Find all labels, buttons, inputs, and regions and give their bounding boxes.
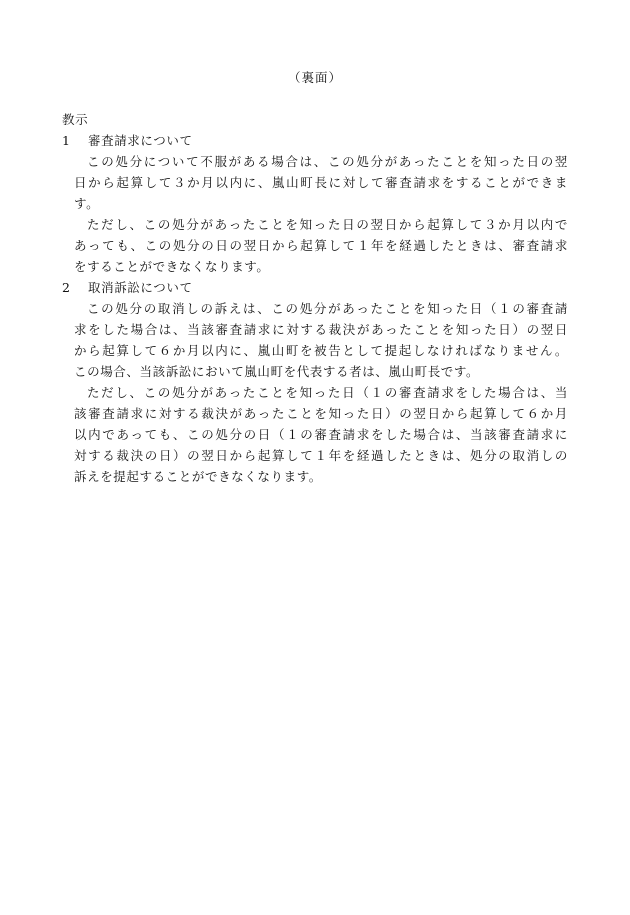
section-2-heading xyxy=(62,277,568,298)
section-title: 審査請求について xyxy=(88,133,193,148)
section-2-paragraph-1 xyxy=(62,298,568,382)
text-line: 対する裁決の日）の翌日から起算して１年を経過したときは、処分の取消しの xyxy=(74,448,568,463)
text-line: ただし、この処分があったことを知った日の翌日から起算して３か月以内で xyxy=(87,217,568,232)
section-2-paragraph-2 xyxy=(62,382,568,487)
section-number: 2 xyxy=(62,280,71,295)
section-1-paragraph-1 xyxy=(62,151,568,214)
section-number: 1 xyxy=(62,133,71,148)
section-1-paragraph-2 xyxy=(62,214,568,277)
text-line: この場合、当該訴訟において嵐山町を代表する者は、嵐山町長です。 xyxy=(74,364,480,379)
text-line: ただし、この処分があったことを知った日（１の審査請求をした場合は、当 xyxy=(87,385,568,400)
text-line: をすることができなくなります。 xyxy=(74,259,270,274)
text-line: あっても、この処分の日の翌日から起算して１年を経過したときは、審査請求 xyxy=(74,238,568,253)
heading-kyoji: 教示 xyxy=(62,112,89,127)
text-line: 日から起算して３か月以内に、嵐山町長に対して審査請求をすることができま xyxy=(74,175,568,190)
text-line: 訴えを提起することができなくなります。 xyxy=(74,469,322,484)
text-line: この処分の取消しの訴えは、この処分があったことを知った日（１の審査請 xyxy=(87,301,568,316)
text-line: 該審査請求に対する裁決があったことを知った日）の翌日から起算して６か月 xyxy=(74,406,568,421)
text-line: 以内であっても、この処分の日（１の審査請求をした場合は、当該審査請求に xyxy=(74,427,568,442)
text-line: 求をした場合は、当該審査請求に対する裁決があったことを知った日）の翌日 xyxy=(74,322,568,337)
section-1-heading xyxy=(62,130,568,151)
section-title: 取消訴訟について xyxy=(88,280,193,295)
page-title: （裏面） xyxy=(287,70,342,85)
text-line: から起算して６か月以内に、嵐山町を被告として提起しなければなりません。 xyxy=(74,343,568,358)
text-line: す。 xyxy=(74,196,100,211)
text-line: この処分について不服がある場合は、この処分があったことを知った日の翌 xyxy=(87,154,568,169)
document-body xyxy=(62,109,568,487)
